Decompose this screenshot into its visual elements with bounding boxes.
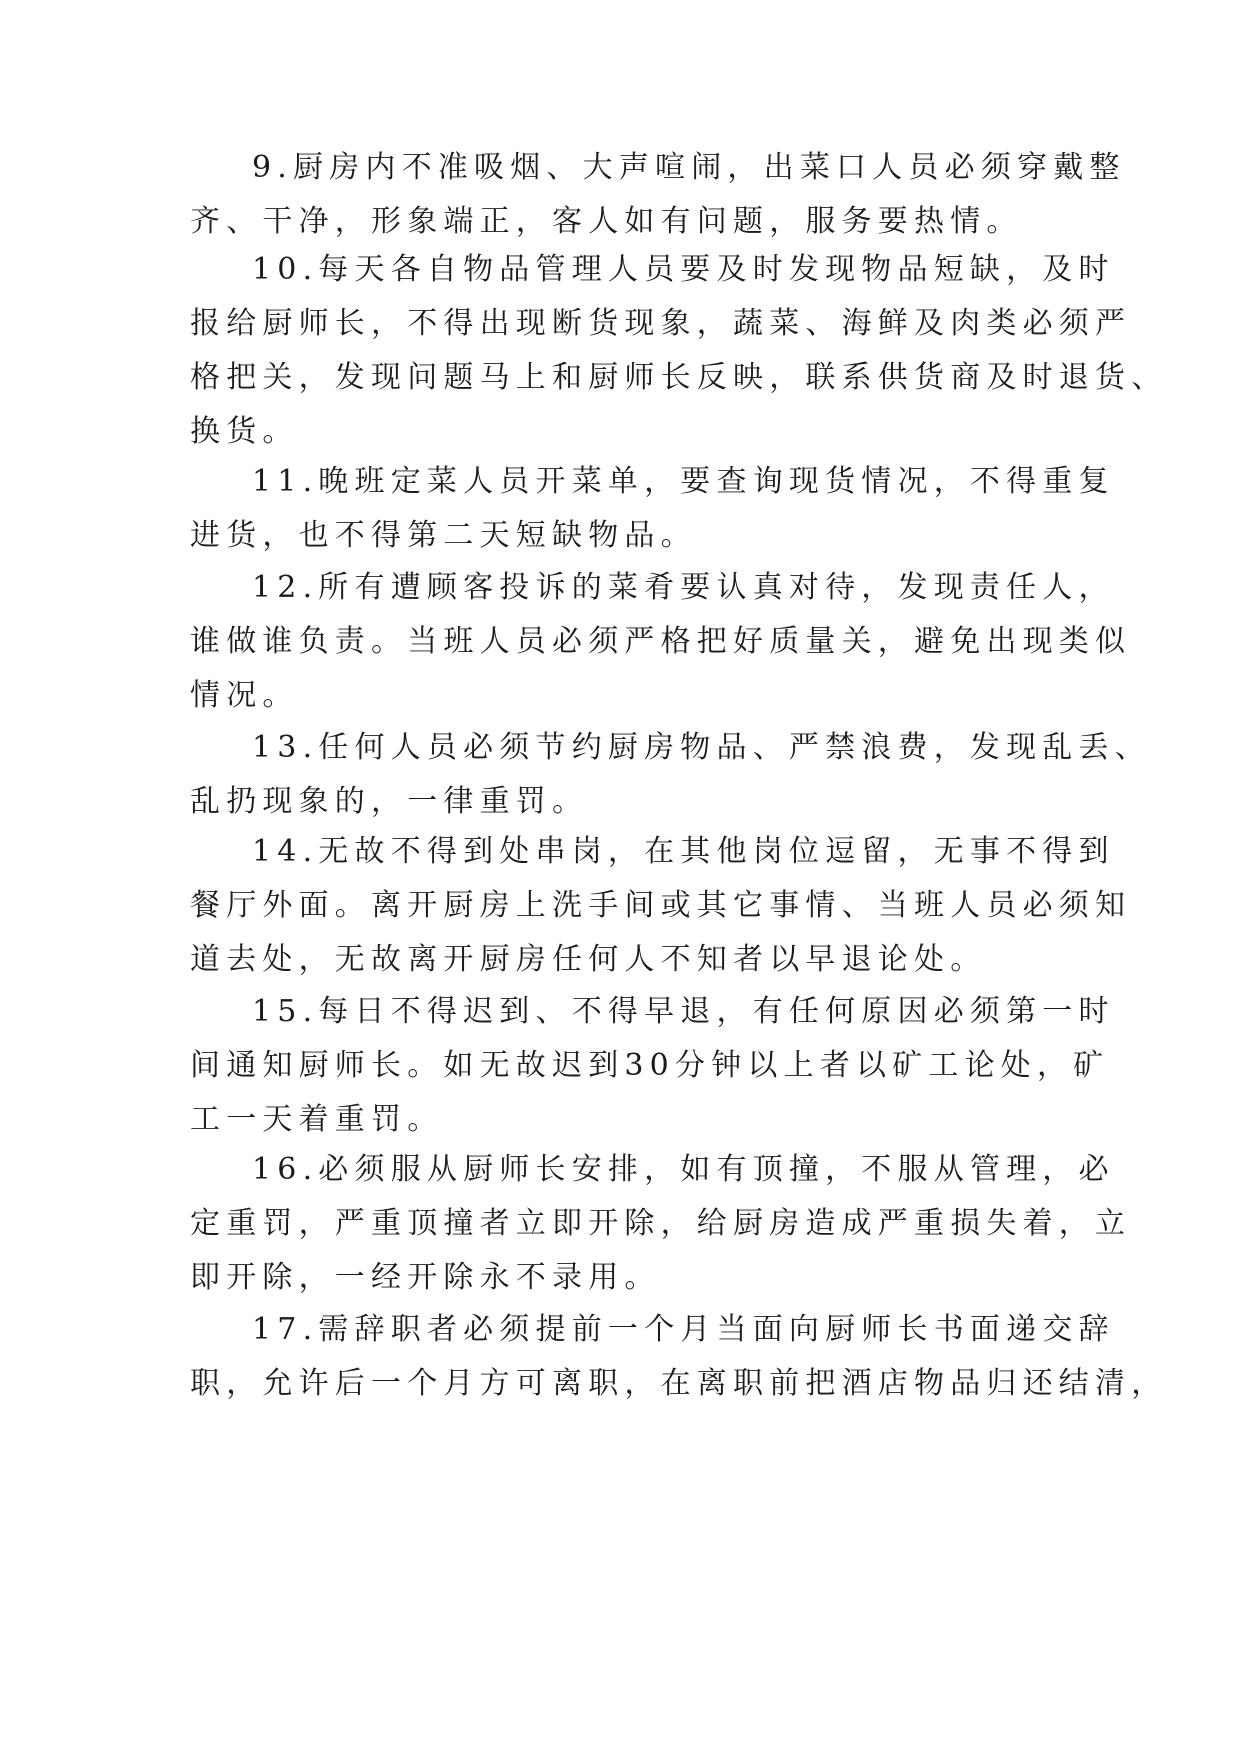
paragraph-line: 12.所有遭顾客投诉的菜肴要认真对待，发现责任人，	[252, 570, 1115, 605]
paragraph-line: 9.厨房内不准吸烟、大声喧闹，出菜口人员必须穿戴整	[252, 150, 1126, 185]
paragraph-line: 16.必须服从厨师长安排，如有顶撞，不服从管理，必	[252, 1152, 1115, 1187]
paragraph-line: 乱扔现象的，一律重罚。	[190, 784, 589, 819]
paragraph-line: 齐、干净，形象端正，客人如有问题，服务要热情。	[190, 204, 1023, 239]
paragraph-line: 10.每天各自物品管理人员要及时发现物品短缺，及时	[252, 252, 1115, 287]
paragraph-line: 14.无故不得到处串岗，在其他岗位逗留，无事不得到	[252, 834, 1115, 869]
paragraph-line: 餐厅外面。离开厨房上洗手间或其它事情、当班人员必须知	[190, 888, 1132, 923]
paragraph-line: 即开除，一经开除永不录用。	[190, 1260, 661, 1295]
paragraph-line: 格把关，发现问题马上和厨师长反映，联系供货商及时退货、	[190, 360, 1168, 395]
paragraph-line: 职，允许后一个月方可离职，在离职前把酒店物品归还结清，	[190, 1366, 1168, 1401]
paragraph-line: 换货。	[190, 414, 299, 449]
paragraph-line: 15.每日不得迟到、不得早退，有任何原因必须第一时	[252, 994, 1115, 1029]
paragraph-line: 11.晚班定菜人员开菜单，要查询现货情况，不得重复	[252, 464, 1115, 499]
paragraph-line: 情况。	[190, 678, 299, 713]
paragraph-line: 进货，也不得第二天短缺物品。	[190, 518, 697, 553]
paragraph-line: 13.任何人员必须节约厨房物品、严禁浪费，发现乱丢、	[252, 730, 1151, 765]
paragraph-line: 谁做谁负责。当班人员必须严格把好质量关，避免出现类似	[190, 624, 1132, 659]
paragraph-line: 报给厨师长，不得出现断货现象，蔬菜、海鲜及肉类必须严	[190, 306, 1132, 341]
paragraph-line: 道去处，无故离开厨房任何人不知者以早退论处。	[190, 942, 987, 977]
paragraph-line: 定重罚，严重顶撞者立即开除，给厨房造成严重损失着，立	[190, 1206, 1132, 1241]
paragraph-line: 工一天着重罚。	[190, 1102, 444, 1137]
paragraph-line: 17.需辞职者必须提前一个月当面向厨师长书面递交辞	[252, 1312, 1115, 1347]
paragraph-line: 间通知厨师长。如无故迟到30分钟以上者以矿工论处，矿	[190, 1048, 1110, 1083]
